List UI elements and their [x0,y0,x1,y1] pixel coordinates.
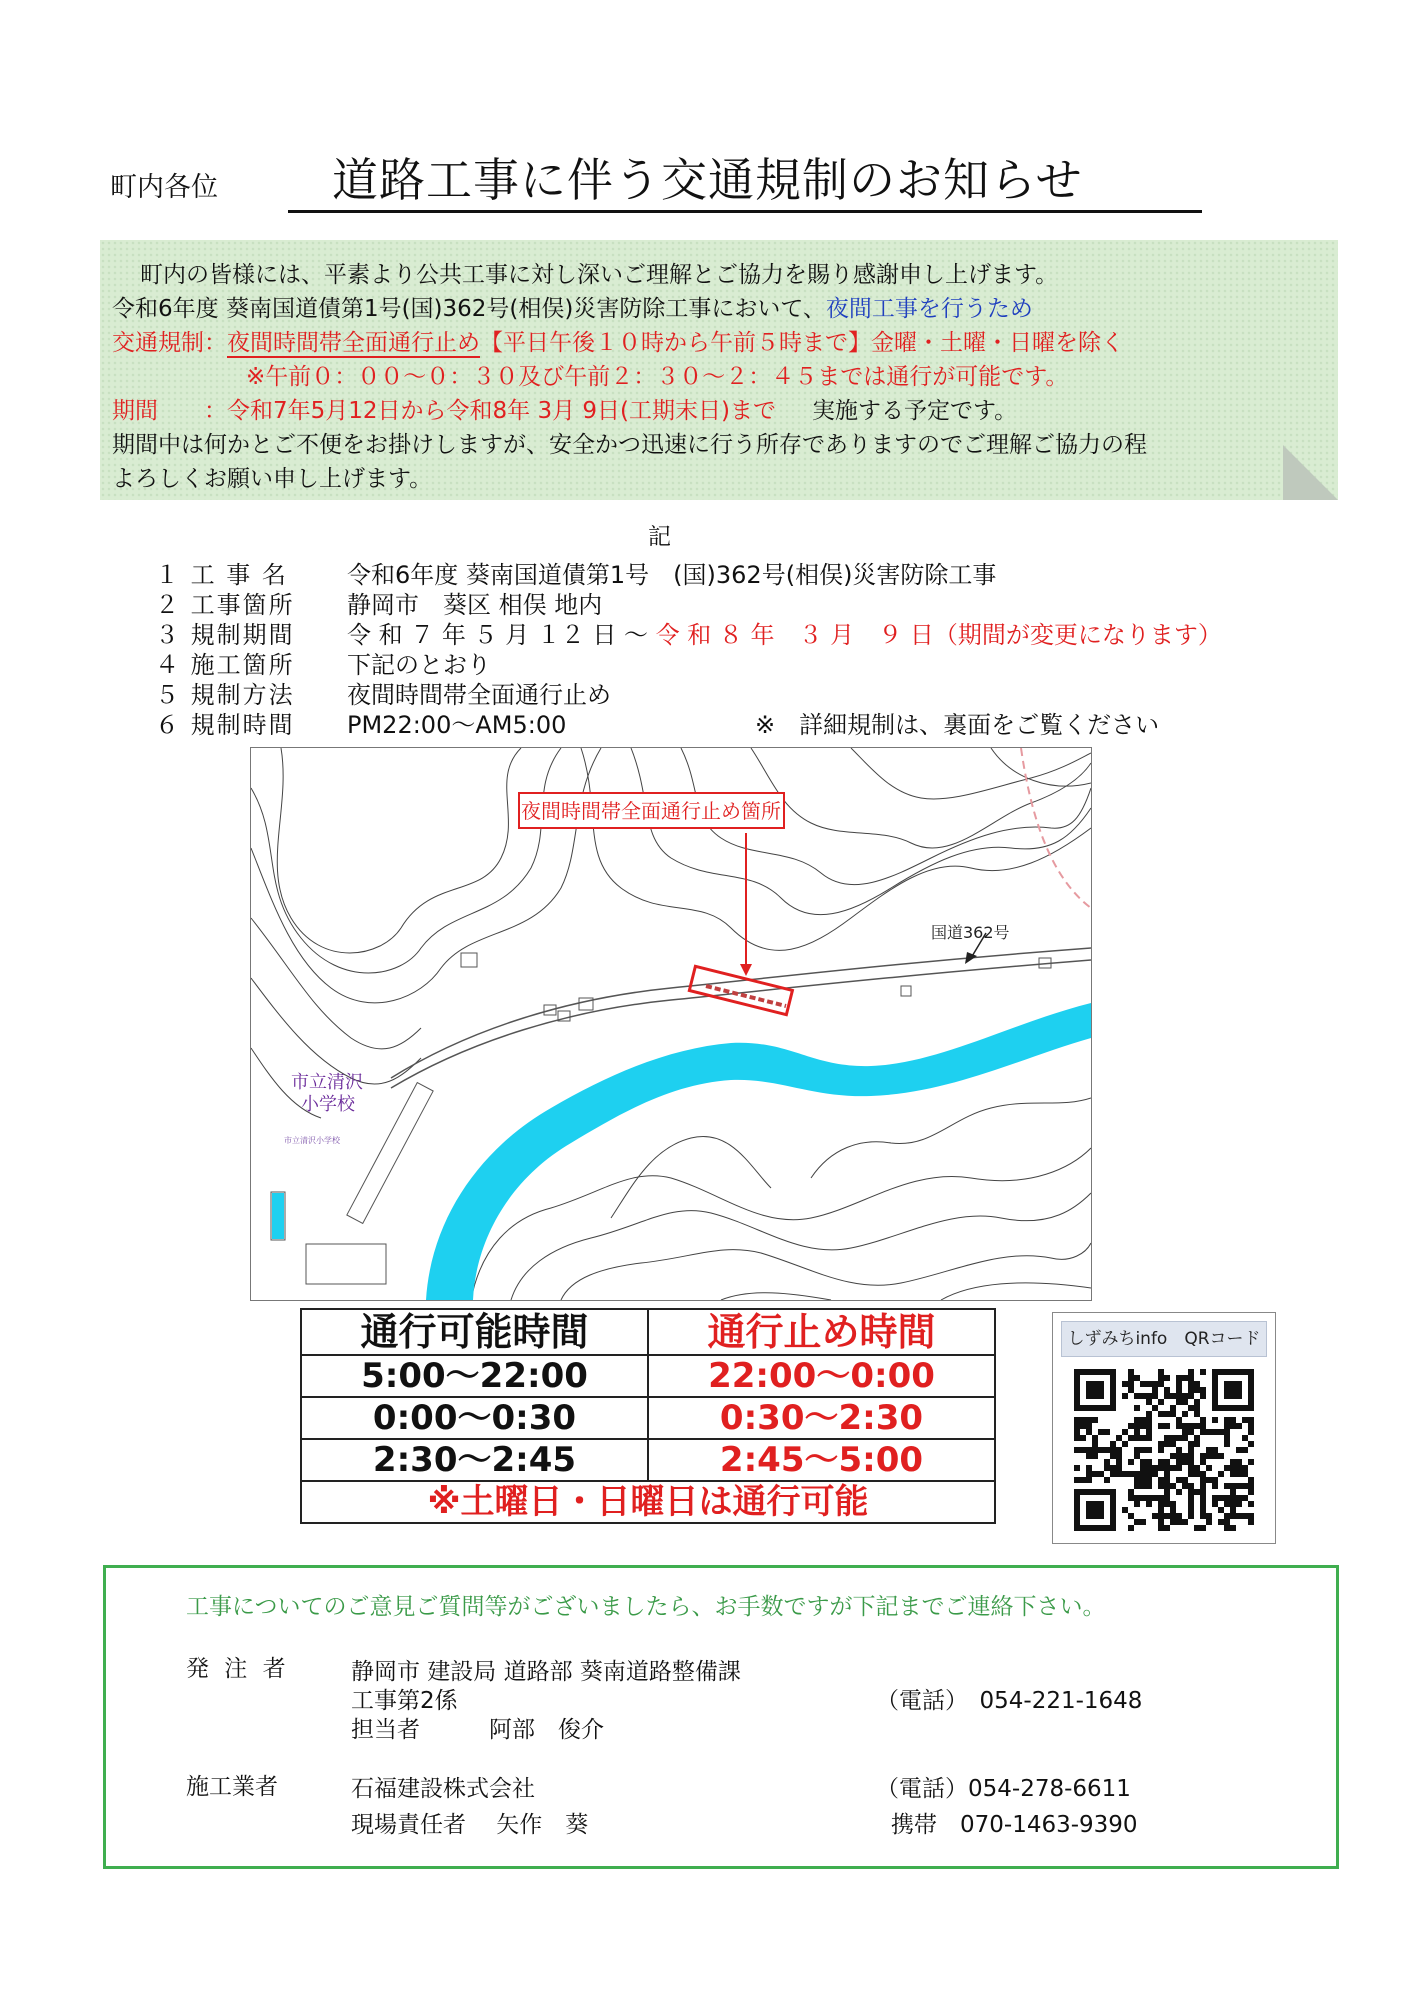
table-row [301,1355,995,1397]
notice-closing-2: よろしくお願い申し上げます。 [112,466,433,492]
detail-label: ４ 施工箇所 [155,651,295,679]
buildings [271,953,1051,1284]
closure-section-marker [689,966,792,1014]
client-section: 工事第2係 [351,1688,458,1714]
callout-label: 夜間時間帯全面通行止め箇所 [521,799,781,823]
detail-note: ※ 詳細規制は、裏面をご覧ください [755,711,1160,739]
table-row [301,1397,995,1439]
detail-label: １ 工 事 名 [155,561,288,589]
closed-time: 2:45～5:00 [648,1439,995,1481]
road-label: 国道362号 [931,923,1010,942]
period-suffix: 実施する予定です。 [812,398,1018,424]
contact-intro: 工事についてのご意見ご質問等がございましたら、お手数ですが下記までご連絡下さい。 [186,1594,1106,1620]
detail-label: ３ 規制期間 [155,621,295,649]
client-phone: （電話） 054-221-1648 [876,1688,1143,1714]
detail-value: 静岡市 葵区 相俣 地内 [347,591,603,619]
detail-value: 夜間時間帯全面通行止め [347,681,611,709]
contractor-label: 施工業者 [186,1774,278,1800]
header-open: 通行可能時間 [301,1309,648,1355]
client-person: 担当者 阿部 俊介 [351,1717,604,1743]
time-table [300,1308,996,1524]
regulation-hours: 【平日午後１０時から午前５時まで】金曜・土曜・日曜を除く [480,330,1124,356]
period-start: 令 和 ７ 年 ５ 月 １２ 日 ～ [347,621,649,649]
notice-line2-prefix: 令和6年度 葵南国道債第1号(国)362号(相俣)災害防除工事において、 [112,296,826,322]
detail-value: PM22:00～AM5:00 [347,711,567,739]
notice-line2-night-work: 夜間工事を行うため [825,296,1033,322]
open-time: 2:30～2:45 [301,1439,648,1481]
notice-regulation [112,324,1124,357]
period-label: 期間 ： [112,398,227,424]
table-row [301,1439,995,1481]
regulation-label: 交通規制： [112,330,227,356]
notice-exception: ※午前０：００～０：３０及び午前２：３０～２：４５までは通行が可能です。 [246,364,1069,390]
site-map [250,747,1092,1301]
detail-value: 令和6年度 葵南国道債第1号 (国)362号(相俣)災害防除工事 [347,561,997,589]
open-time: 0:00～0:30 [301,1397,648,1439]
page-title: 道路工事に伴う交通規制のお知らせ [288,150,1202,213]
river [426,1003,1091,1300]
pool [272,1193,284,1239]
client-label: 発 注 者 [186,1656,290,1682]
school-small-label: 市立清沢小学校 [284,1136,340,1145]
contour-lines [251,748,1091,1300]
notice-closing-1: 期間中は何かとご不便をお掛けしますが、安全かつ迅速に行う所存でありますのでご理解ご協力の程 [112,432,1147,458]
client-org: 静岡市 建設局 道路部 葵南道路整備課 [351,1659,741,1685]
addressee: 町内各位 [110,172,218,203]
notice-line2 [112,290,1033,323]
qr-label: しずみちinfo QRコード [1061,1321,1267,1357]
callout-arrowhead [740,964,752,976]
qr-code-icon[interactable] [1074,1369,1254,1531]
contact-box [103,1565,1339,1869]
contractor-phone: （電話）054-278-6611 [876,1776,1131,1802]
table-header-row [301,1309,995,1355]
ki-heading: 記 [648,524,671,550]
period-value: 令和7年5月12日から令和8年 3月 9日(工期末日)まで [227,398,777,424]
open-time: 5:00～22:00 [301,1355,648,1397]
period-end: 令 和 ８ 年 ３ 月 ９ 日（期間が変更になります） [655,621,1222,649]
detail-label: ２ 工事箇所 [155,591,295,619]
qr-panel [1052,1312,1276,1544]
header-closed: 通行止め時間 [648,1309,995,1355]
notice-box [100,240,1338,500]
contractor-person: 現場責任者 矢作 葵 [351,1812,589,1838]
school-label-line1: 市立清沢 [291,1072,363,1093]
detail-label: ６ 規制時間 [155,711,295,739]
contractor-org: 石福建設株式会社 [351,1776,535,1802]
contractor-mobile: 携帯 070-1463-9390 [891,1812,1138,1838]
map-drawing [251,748,1091,1300]
page-curl [1283,445,1338,500]
notice-greeting: 町内の皆様には、平素より公共工事に対し深いご理解とご協力を賜り感謝申し上げます。 [140,262,1059,288]
closed-time: 22:00～0:00 [648,1355,995,1397]
detail-label: ５ 規制方法 [155,681,295,709]
table-row-note [301,1481,995,1523]
weekend-note: ※土曜日・日曜日は通行可能 [301,1481,995,1523]
notice-period [112,392,1017,425]
closed-time: 0:30～2:30 [648,1397,995,1439]
regulation-closure: 夜間時間帯全面通行止め [227,330,480,356]
school-label-line2: 小学校 [301,1094,355,1115]
detail-value: 下記のとおり [347,651,491,679]
